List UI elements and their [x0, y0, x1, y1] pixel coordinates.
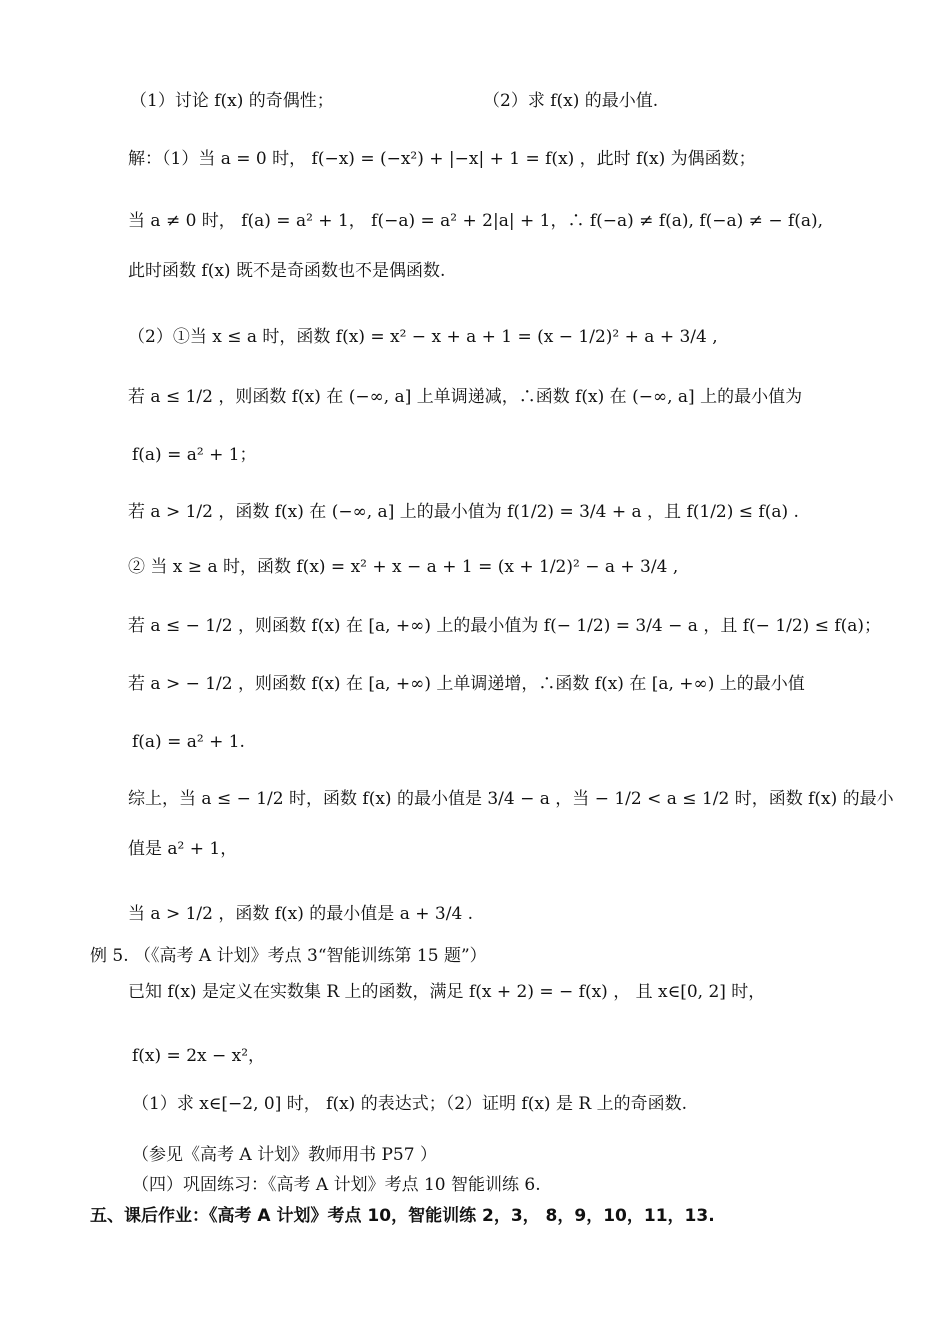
summary-line-3: 当 a > 1/2 ，函数 f(x) 的最小值是 a + 3/4 . — [128, 904, 474, 924]
solution-line-2: 当 a ≠ 0 时， f(a) = a² + 1， f(−a) = a² + 2|a| + 1，∴ f(−a) ≠ f(a), f(−a) ≠ − f(a), — [128, 211, 824, 231]
example-5-function: f(x) = 2x − x²， — [132, 1046, 266, 1066]
solution-line-1: 解：（1）当 a = 0 时， f(−x) = (−x²) + |−x| + 1 = f(x) ，此时 f(x) 为偶函数； — [128, 149, 756, 169]
reference-note: （参见《高考 A 计划》教师用书 P57 ） — [132, 1145, 437, 1165]
solution-line-11: f(a) = a² + 1. — [132, 732, 245, 752]
homework-section: 五、课后作业：《高考 A 计划》考点 10，智能训练 2，3， 8，9，10，11，13. — [90, 1206, 715, 1226]
solution-line-10: 若 a > − 1/2 ，则函数 f(x) 在 [a, +∞) 上单调递增，∴函数 f(x) 在 [a, +∞) 上的最小值 — [128, 674, 805, 694]
practice-section: （四）巩固练习：《高考 A 计划》考点 10 智能训练 6. — [132, 1175, 541, 1195]
solution-line-6: f(a) = a² + 1； — [132, 445, 257, 465]
solution-line-9: 若 a ≤ − 1/2 ，则函数 f(x) 在 [a, +∞) 上的最小值为 f(− 1/2) = 3/4 − a ，且 f(− 1/2) ≤ f(a)； — [128, 616, 882, 636]
example-5-statement: 已知 f(x) 是定义在实数集 R 上的函数，满足 f(x + 2) = − f(x) ， 且 x∈[0, 2] 时， — [128, 982, 766, 1002]
part1-question: （1）讨论 f(x) 的奇偶性； — [130, 91, 334, 111]
solution-line-3: 此时函数 f(x) 既不是奇函数也不是偶函数. — [128, 261, 446, 281]
example-5-questions: （1）求 x∈[−2, 0] 时， f(x) 的表达式；（2）证明 f(x) 是 R 上的奇函数. — [132, 1094, 687, 1114]
solution-line-8: ② 当 x ≥ a 时，函数 f(x) = x² + x − a + 1 = (x + 1/2)² − a + 3/4 , — [128, 557, 679, 577]
solution-line-5: 若 a ≤ 1/2 ，则函数 f(x) 在 (−∞, a] 上单调递减，∴函数 f(x) 在 (−∞, a] 上的最小值为 — [128, 387, 803, 407]
summary-line-2: 值是 a² + 1， — [128, 839, 238, 859]
solution-line-7: 若 a > 1/2 ，函数 f(x) 在 (−∞, a] 上的最小值为 f(1/2) = 3/4 + a ，且 f(1/2) ≤ f(a) . — [128, 502, 799, 522]
example-5-heading: 例 5. （《高考 A 计划》考点 3“智能训练第 15 题”） — [90, 946, 487, 966]
summary-line-1: 综上，当 a ≤ − 1/2 时，函数 f(x) 的最小值是 3/4 − a ，当 − 1/2 < a ≤ 1/2 时，函数 f(x) 的最小 — [128, 789, 894, 809]
part2-question: （2）求 f(x) 的最小值. — [483, 91, 659, 111]
solution-line-4: （2）①当 x ≤ a 时，函数 f(x) = x² − x + a + 1 = (x − 1/2)² + a + 3/4 , — [128, 327, 718, 347]
